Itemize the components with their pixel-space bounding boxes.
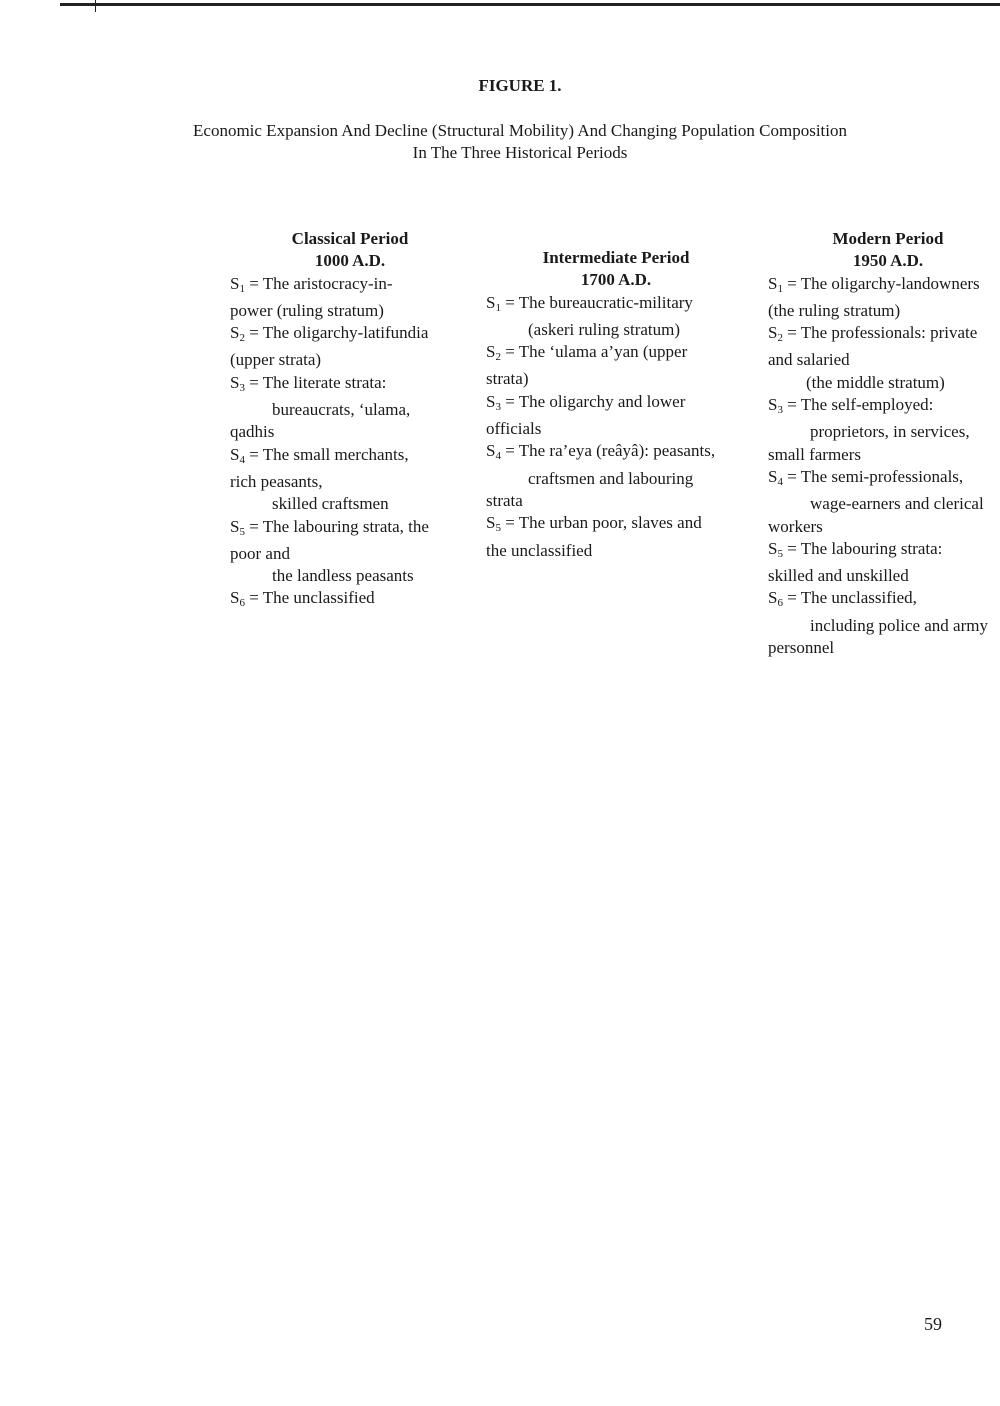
strata-list (768, 273, 1000, 660)
strata-line (486, 368, 746, 390)
strata-line (230, 273, 470, 300)
stratum-subscript: 6 (777, 597, 783, 610)
stratum-subscript: 2 (777, 332, 783, 345)
strata-list (230, 273, 470, 615)
strata-text: S (768, 466, 778, 486)
stratum-description: = The ‘ulama a’yan (upper (500, 342, 688, 362)
stratum-subscript: 1 (777, 282, 783, 295)
stratum-subscript: 1 (239, 282, 245, 295)
strata-text: (the middle stratum) (806, 372, 945, 392)
strata-line (486, 540, 746, 562)
stratum-subscript: 4 (239, 453, 245, 466)
strata-line (486, 468, 746, 490)
stratum-description: = The oligarchy-landowners (782, 273, 980, 293)
strata-line (768, 466, 1000, 493)
strata-text: proprietors, in services, (810, 422, 970, 442)
stratum-description: = The oligarchy-latifundia (244, 323, 429, 343)
column-modern-period (768, 228, 1000, 659)
subtitle-line-2: In The Three Historical Periods (412, 143, 628, 162)
strata-text: S (230, 372, 240, 392)
strata-text: small farmers (768, 444, 861, 464)
stratum-description: = The ra’eya (reâyâ): peasants, (500, 441, 716, 461)
strata-text: S (230, 323, 240, 343)
strata-text: personnel (768, 638, 835, 658)
strata-line (768, 273, 1000, 300)
strata-text: S (230, 273, 240, 293)
strata-line (230, 516, 470, 543)
strata-line (768, 372, 1000, 394)
strata-line (768, 565, 1000, 587)
stratum-description: = The semi-professionals, (782, 466, 964, 486)
strata-line (230, 543, 470, 565)
strata-line (768, 615, 1000, 637)
column-date: 1950 A.D. (852, 251, 924, 271)
strata-line (230, 587, 470, 614)
strata-text: S (486, 292, 496, 312)
stratum-subscript: 3 (495, 400, 501, 413)
column-heading: Modern Period (832, 229, 944, 248)
strata-line (486, 490, 746, 512)
stratum-subscript: 3 (239, 381, 245, 394)
strata-line (768, 538, 1000, 565)
strata-line (486, 418, 746, 440)
stratum-description: = The bureaucratic-military (500, 292, 693, 312)
strata-line (768, 394, 1000, 421)
strata-line (768, 349, 1000, 371)
strata-text: the landless peasants (272, 566, 414, 586)
strata-text: the unclassified (486, 540, 593, 560)
figure-subtitle (0, 120, 1000, 164)
strata-text: S (768, 395, 778, 415)
strata-line (486, 341, 746, 368)
strata-text: S (486, 342, 496, 362)
top-rule-tick (95, 0, 96, 12)
strata-text: power (ruling stratum) (230, 300, 384, 320)
strata-line (230, 565, 470, 587)
stratum-description: = The urban poor, slaves and (500, 513, 702, 533)
strata-line (768, 493, 1000, 515)
strata-text: including police and army (810, 615, 988, 635)
strata-text: workers (768, 516, 823, 536)
strata-text: craftsmen and labouring (528, 468, 694, 488)
strata-text: S (230, 516, 240, 536)
page-number: 59 (924, 1314, 942, 1334)
strata-line (768, 300, 1000, 322)
strata-text: S (230, 588, 240, 608)
strata-text: S (486, 391, 496, 411)
strata-text: wage-earners and clerical (810, 494, 984, 514)
stratum-description: = The labouring strata: (782, 538, 943, 558)
strata-line (486, 512, 746, 539)
strata-text: S (768, 538, 778, 558)
strata-text: S (768, 273, 778, 293)
strata-line (230, 399, 470, 421)
strata-line (768, 444, 1000, 466)
strata-text: skilled and unskilled (768, 566, 909, 586)
strata-line (230, 444, 470, 471)
strata-text: strata) (486, 369, 529, 389)
strata-line (486, 440, 746, 467)
column-heading: Intermediate Period (542, 248, 690, 267)
stratum-subscript: 2 (495, 351, 501, 364)
strata-line (230, 372, 470, 399)
strata-line (230, 322, 470, 349)
strata-line (486, 319, 746, 341)
strata-text: (the ruling stratum) (768, 300, 901, 320)
stratum-description: = The unclassified, (782, 588, 917, 608)
stratum-description: = The literate strata: (244, 372, 387, 392)
strata-line (230, 471, 470, 493)
stratum-subscript: 2 (239, 332, 245, 345)
stratum-subscript: 6 (239, 597, 245, 610)
column-date: 1000 A.D. (314, 251, 386, 271)
column-date: 1700 A.D. (580, 270, 652, 290)
strata-text: skilled craftsmen (272, 494, 389, 514)
stratum-subscript: 5 (239, 525, 245, 538)
strata-line (768, 421, 1000, 443)
strata-line (486, 292, 746, 319)
strata-text: (upper strata) (230, 350, 322, 370)
strata-text: S (486, 441, 496, 461)
column-classical-period (230, 228, 470, 615)
strata-line (230, 300, 470, 322)
stratum-description: = The small merchants, (244, 444, 409, 464)
strata-text: and salaried (768, 350, 850, 370)
strata-line (230, 493, 470, 515)
stratum-subscript: 1 (495, 301, 501, 314)
strata-list (486, 292, 746, 562)
strata-text: poor and (230, 543, 290, 563)
strata-text: strata (486, 490, 523, 510)
stratum-subscript: 4 (495, 450, 501, 463)
strata-line (230, 421, 470, 443)
column-intermediate-period (486, 247, 746, 562)
stratum-description: = The professionals: private (782, 323, 978, 343)
stratum-description: = The self-employed: (782, 395, 934, 415)
strata-line (768, 322, 1000, 349)
stratum-subscript: 5 (495, 522, 501, 535)
stratum-description: = The unclassified (244, 588, 375, 608)
strata-text: S (768, 588, 778, 608)
strata-text: S (486, 513, 496, 533)
subtitle-line-1: Economic Expansion And Decline (Structural Mobility) And Changing Population Composition (193, 121, 847, 140)
stratum-description: = The oligarchy and lower (500, 391, 686, 411)
strata-text: qadhis (230, 422, 275, 442)
stratum-description: = The labouring strata, the (244, 516, 429, 536)
top-rule (60, 3, 1000, 6)
strata-line (230, 349, 470, 371)
strata-text: (askeri ruling stratum) (528, 319, 681, 339)
stratum-subscript: 5 (777, 547, 783, 560)
stratum-subscript: 4 (777, 475, 783, 488)
figure-label: FIGURE 1. (478, 76, 562, 95)
strata-text: bureaucrats, ‘ulama, (272, 400, 411, 420)
strata-line (486, 391, 746, 418)
strata-text: rich peasants, (230, 471, 323, 491)
stratum-subscript: 3 (777, 404, 783, 417)
stratum-description: = The aristocracy-in- (244, 273, 393, 293)
strata-line (768, 516, 1000, 538)
strata-line (768, 637, 1000, 659)
strata-line (768, 587, 1000, 614)
strata-text: S (230, 444, 240, 464)
column-heading: Classical Period (291, 229, 409, 248)
strata-text: officials (486, 419, 542, 439)
strata-text: S (768, 323, 778, 343)
